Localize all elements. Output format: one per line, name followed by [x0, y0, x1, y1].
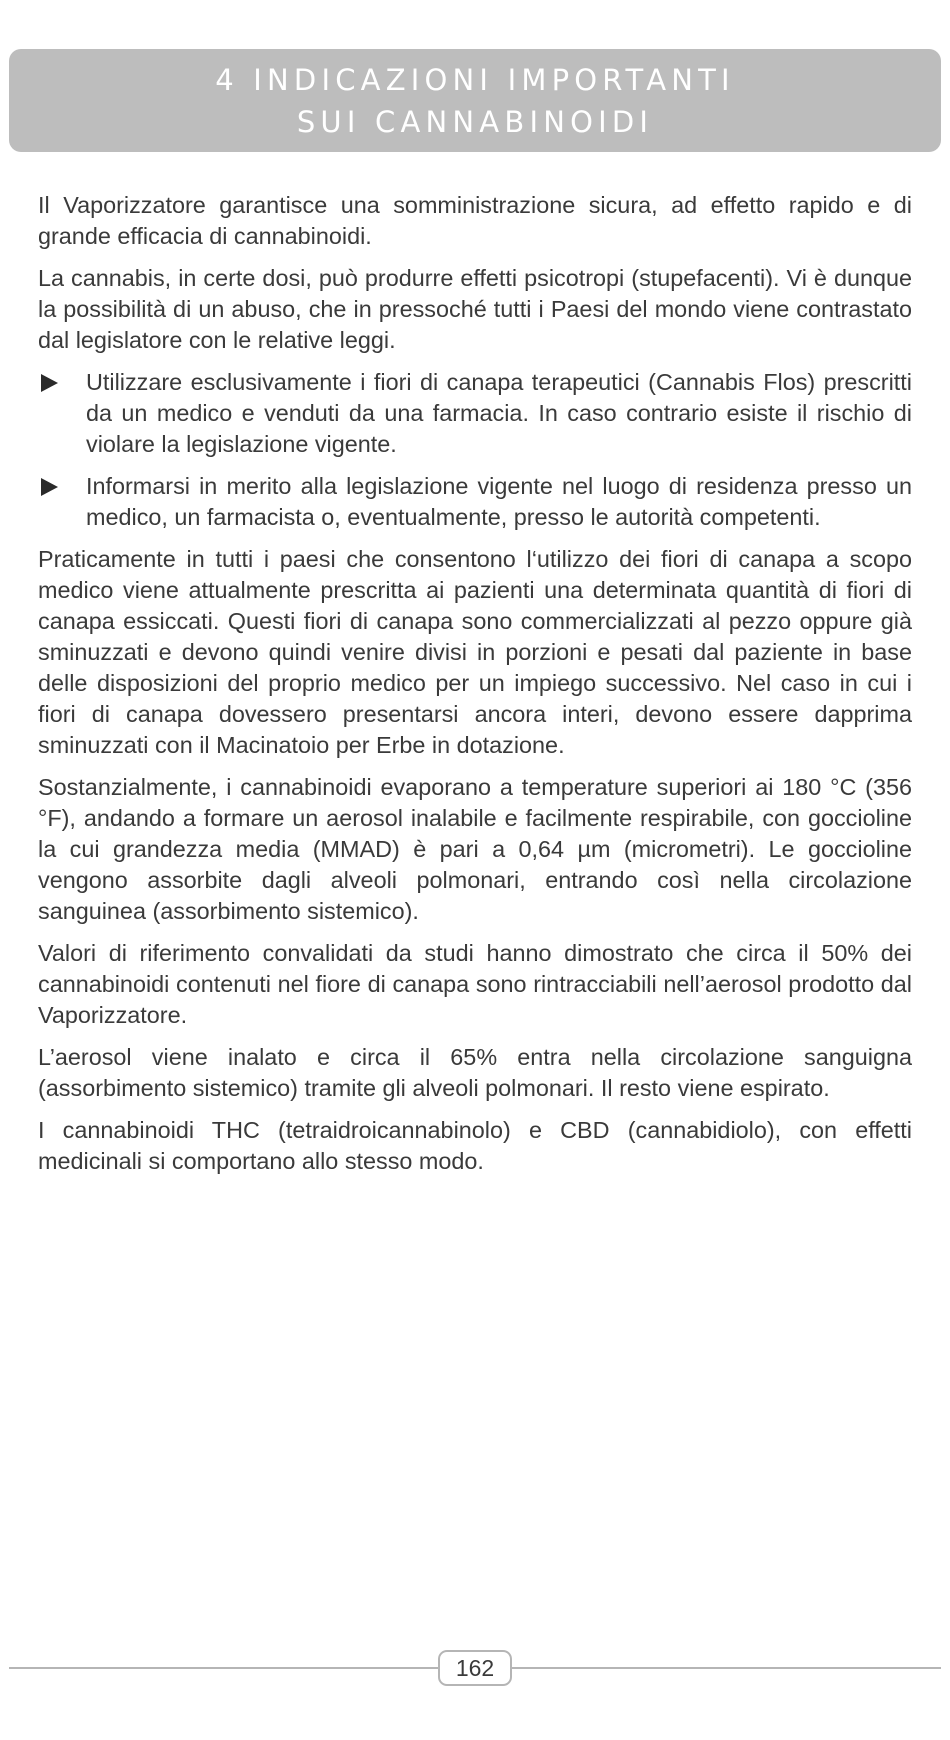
body-text — [38, 190, 912, 1188]
bullet-text: Informarsi in merito alla legislazione vigente nel luogo di residenza presso un medico, un farmacista o, eventualmente, presso le autorità competenti. — [86, 473, 912, 530]
paragraph-legal-notice: La cannabis, in certe dosi, può produrre effetti psicotropi (stupefacenti). Vi è dunque la possibilità di un abuso, che in pressoché tutti i Paesi del mondo viene contrastato dal legislatore con le relative leggi. — [38, 265, 912, 353]
section-title-line-1: 4 INDICAZIONI IMPORTANTI — [215, 63, 735, 97]
paragraph-dosage: Praticamente in tutti i paesi che consentono l‘utilizzo dei fiori di canapa a scopo medico viene attualmente prescritta ai pazienti una determinata quantità di fiori di canapa essiccati. Questi fiori di canapa sono commercializzati al pezzo oppure già sminuzzati e devono quindi venire divisi in porzioni e pesati dal paziente in base delle disposizioni del proprio medico per un impiego successivo. Nel caso in cui i fiori di canapa dovessero presentarsi ancora interi, devono essere dapprima sminuzzati con il Macinatoio per Erbe in dotazione. — [38, 546, 912, 758]
paragraph-absorption: L’aerosol viene inalato e circa il 65% entra nella circolazione sanguigna (assorbimento sistemico) tramite gli alveoli polmonari. Il resto viene espirato. — [38, 1044, 912, 1101]
page-number: 162 — [438, 1650, 512, 1686]
paragraph-evaporation: Sostanzialmente, i cannabinoidi evaporano a temperature superiori ai 180 °C (356 °F), andando a formare un aerosol inalabile e facilmente respirabile, con goccioline la cui grandezza media (MMAD) è pari a 0,64 µm (micrometri). Le goccioline vengono assorbite dagli alveoli polmonari, entrando così nella circolazione sanguinea (assorbimento sistemico). — [38, 774, 912, 924]
bullet-text: Utilizzare esclusivamente i fiori di canapa terapeutici (Cannabis Flos) prescritti da un medico e venduti da una farmacia. In caso contrario esiste il rischio di violare la legislazione vigente. — [86, 369, 912, 457]
paragraph-reference-values: Valori di riferimento convalidati da studi hanno dimostrato che circa il 50% dei cannabinoidi contenuti nel fiore di canapa sono rintracciabili nell’aerosol prodotto dal Vaporizzatore. — [38, 940, 912, 1028]
section-header — [9, 49, 941, 152]
triangle-right-icon — [41, 374, 58, 392]
bullet-item-prescription — [38, 367, 912, 460]
bullet-item-legislation — [38, 471, 912, 533]
triangle-right-icon — [41, 478, 58, 496]
paragraph-intro: Il Vaporizzatore garantisce una somministrazione sicura, ad effetto rapido e di grande efficacia di cannabinoidi. — [38, 192, 912, 249]
section-title-line-2: SUI CANNABINOIDI — [296, 105, 654, 139]
paragraph-thc-cbd: I cannabinoidi THC (tetraidroicannabinolo) e CBD (cannabidiolo), con effetti medicinali si comportano allo stesso modo. — [38, 1117, 912, 1174]
